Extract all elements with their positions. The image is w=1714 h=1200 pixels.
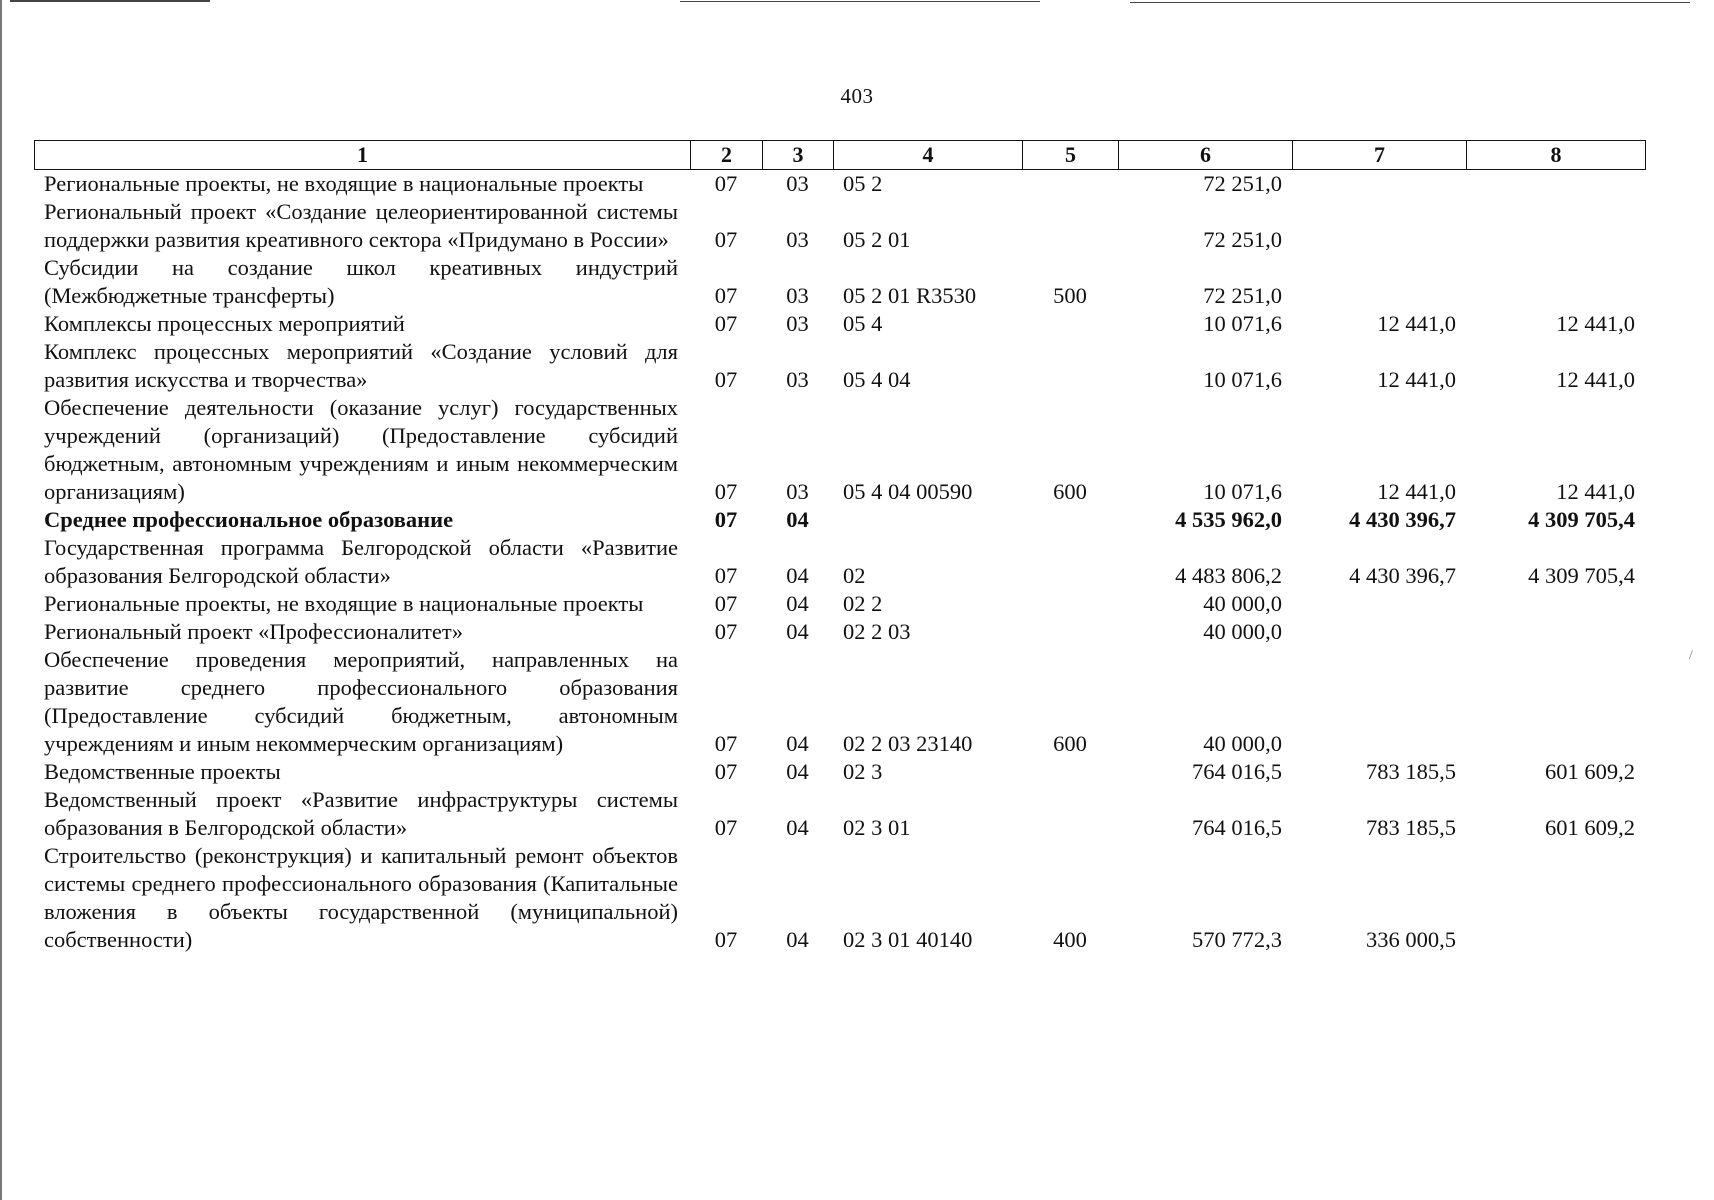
row-expense-type — [1022, 758, 1118, 786]
table-row — [34, 394, 1645, 506]
row-amount-col8 — [1466, 254, 1645, 310]
row-expense-type: 600 — [1053, 479, 1087, 504]
row-amount-col6: 40 000,0 — [1203, 591, 1282, 616]
col-header-2: 2 — [691, 141, 763, 170]
table-row — [34, 646, 1645, 758]
row-expense-type — [1022, 618, 1118, 646]
row-amount-col6: 10 071,6 — [1203, 367, 1282, 392]
row-amount-col7 — [1292, 254, 1466, 310]
row-amount-col6: 4 535 962,0 — [1175, 507, 1282, 532]
table-row — [34, 618, 1645, 646]
page-number: 403 — [840, 84, 874, 108]
row-amount-col7: 4 430 396,7 — [1349, 507, 1456, 532]
table-row — [34, 786, 1645, 842]
row-amount-col6: 10 071,6 — [1203, 479, 1282, 504]
row-amount-col6: 764 016,5 — [1192, 759, 1282, 784]
row-name: Строительство (реконструкция) и капитальный ремонт объектов системы среднего профессионального образования (Капитальные вложения в объекты государственной (муниципальной) собственности) — [44, 843, 678, 952]
col-header-5: 5 — [1023, 141, 1119, 170]
row-amount-col7: 12 441,0 — [1377, 311, 1456, 336]
row-amount-col6: 570 772,3 — [1192, 927, 1282, 952]
row-name: Ведомственный проект «Развитие инфраструктуры системы образования в Белгородской области» — [44, 787, 678, 840]
row-amount-col6: 4 483 806,2 — [1175, 563, 1282, 588]
row-amount-col8: 12 441,0 — [1556, 367, 1635, 392]
row-name: Обеспечение проведения мероприятий, направленных на развитие среднего профессионального образования (Предоставление субсидий бюджетным, автономным учреждениям и иным некоммерческим организациям) — [44, 647, 678, 756]
row-amount-col8 — [1466, 590, 1645, 618]
row-name: Государственная программа Белгородской области «Развитие образования Белгородской области» — [44, 535, 678, 588]
col-header-8: 8 — [1467, 141, 1646, 170]
row-name: Комплекс процессных мероприятий «Создание условий для развития искусства и творчества» — [44, 339, 678, 392]
scan-top-edge — [1130, 2, 1690, 3]
table-row — [34, 338, 1645, 394]
row-section-code: 07 — [714, 367, 738, 392]
row-section-code: 07 — [714, 283, 738, 308]
table-row — [34, 758, 1645, 786]
col-header-1: 1 — [35, 141, 691, 170]
row-expense-type — [1022, 786, 1118, 842]
column-number-header — [34, 140, 1646, 170]
row-subsection-code: 04 — [786, 619, 809, 644]
row-amount-col7 — [1292, 590, 1466, 618]
table-row — [34, 842, 1645, 954]
row-amount-col7 — [1292, 170, 1466, 198]
row-expense-type — [1022, 590, 1118, 618]
col-header-7: 7 — [1293, 141, 1467, 170]
row-amount-col6: 72 251,0 — [1203, 227, 1282, 252]
row-subsection-code: 04 — [786, 927, 809, 952]
row-expense-type — [1022, 506, 1118, 534]
row-target-code: 02 2 03 23140 — [843, 731, 973, 756]
table-row — [34, 198, 1645, 254]
row-subsection-code: 04 — [786, 731, 809, 756]
row-amount-col7 — [1292, 198, 1466, 254]
row-amount-col6: 40 000,0 — [1203, 619, 1282, 644]
scan-left-edge — [0, 0, 2, 1200]
row-name: Региональный проект «Профессионалитет» — [44, 619, 463, 644]
table-row — [34, 506, 1645, 534]
row-amount-col8: 12 441,0 — [1556, 311, 1635, 336]
row-amount-col6: 72 251,0 — [1203, 171, 1282, 196]
row-name: Региональные проекты, не входящие в национальные проекты — [44, 591, 644, 616]
row-subsection-code: 04 — [786, 815, 809, 840]
col-header-6: 6 — [1119, 141, 1293, 170]
row-name: Ведомственные проекты — [44, 759, 281, 784]
row-section-code: 07 — [714, 619, 738, 644]
row-subsection-code: 03 — [786, 367, 809, 392]
row-subsection-code: 03 — [786, 171, 809, 196]
row-target-code: 02 3 — [843, 759, 883, 784]
row-section-code: 07 — [714, 815, 738, 840]
row-amount-col8 — [1466, 198, 1645, 254]
table-row — [34, 170, 1645, 198]
row-amount-col7 — [1292, 646, 1466, 758]
row-amount-col6: 72 251,0 — [1203, 283, 1282, 308]
row-subsection-code: 04 — [786, 759, 809, 784]
row-amount-col7: 783 185,5 — [1366, 759, 1456, 784]
row-amount-col6: 764 016,5 — [1192, 815, 1282, 840]
row-target-code: 05 2 01 R3530 — [843, 283, 977, 308]
col-header-4: 4 — [834, 141, 1023, 170]
scan-top-edge — [10, 0, 210, 2]
scan-top-edge — [680, 1, 1040, 2]
row-name: Субсидии на создание школ креативных индустрий (Межбюджетные трансферты) — [44, 255, 678, 308]
row-amount-col6: 40 000,0 — [1203, 731, 1282, 756]
row-subsection-code: 03 — [786, 311, 809, 336]
row-expense-type — [1022, 310, 1118, 338]
row-subsection-code: 03 — [786, 479, 809, 504]
row-name: Обеспечение деятельности (оказание услуг) государственных учреждений (организаций) (Предоставление субсидий бюджетным, автономным учреждениям и иным некоммерческим организациям) — [44, 395, 678, 504]
table-row — [34, 310, 1645, 338]
row-subsection-code: 04 — [786, 591, 809, 616]
row-amount-col8: 4 309 705,4 — [1528, 563, 1635, 588]
row-target-code: 02 2 03 — [843, 619, 911, 644]
row-amount-col7: 4 430 396,7 — [1349, 563, 1456, 588]
scan-speck: / — [1689, 648, 1693, 663]
row-amount-col8 — [1466, 618, 1645, 646]
row-target-code: 05 4 — [843, 311, 883, 336]
row-amount-col8 — [1466, 646, 1645, 758]
row-section-code: 07 — [714, 479, 738, 504]
row-amount-col6: 10 071,6 — [1203, 311, 1282, 336]
row-target-code: 02 2 — [843, 591, 883, 616]
row-target-code: 05 4 04 — [843, 367, 911, 392]
row-amount-col8: 4 309 705,4 — [1528, 507, 1635, 532]
row-expense-type: 400 — [1053, 927, 1087, 952]
row-subsection-code: 03 — [786, 283, 809, 308]
row-expense-type: 500 — [1053, 283, 1087, 308]
row-expense-type — [1022, 338, 1118, 394]
row-target-code: 02 — [843, 563, 866, 588]
row-section-code: 07 — [714, 591, 738, 616]
row-subsection-code: 04 — [786, 507, 809, 532]
row-section-code: 07 — [714, 927, 738, 952]
row-amount-col8: 12 441,0 — [1556, 479, 1635, 504]
row-amount-col8: 601 609,2 — [1545, 759, 1635, 784]
row-amount-col8: 601 609,2 — [1545, 815, 1635, 840]
row-amount-col7 — [1292, 618, 1466, 646]
row-section-code: 07 — [714, 171, 738, 196]
row-target-code — [833, 506, 1022, 534]
row-expense-type: 600 — [1053, 731, 1087, 756]
row-amount-col8 — [1466, 842, 1645, 954]
row-section-code: 07 — [714, 227, 738, 252]
row-name: Среднее профессиональное образование — [44, 507, 454, 532]
row-name: Комплексы процессных мероприятий — [44, 311, 405, 336]
row-amount-col7: 336 000,5 — [1366, 927, 1456, 952]
row-name: Региональные проекты, не входящие в национальные проекты — [44, 171, 644, 196]
table-row — [34, 590, 1645, 618]
row-section-code: 07 — [714, 563, 738, 588]
row-target-code: 05 4 04 00590 — [843, 479, 973, 504]
row-target-code: 05 2 01 — [843, 227, 911, 252]
row-amount-col7: 783 185,5 — [1366, 815, 1456, 840]
row-expense-type — [1022, 198, 1118, 254]
row-section-code: 07 — [714, 311, 738, 336]
row-subsection-code: 04 — [786, 563, 809, 588]
row-target-code: 02 3 01 — [843, 815, 911, 840]
row-name: Региональный проект «Создание целеориентированной системы поддержки развития креативного сектора «Придумано в России» — [44, 199, 678, 252]
row-target-code: 02 3 01 40140 — [843, 927, 973, 952]
row-section-code: 07 — [714, 731, 738, 756]
row-section-code: 07 — [714, 759, 738, 784]
row-amount-col7: 12 441,0 — [1377, 367, 1456, 392]
row-section-code: 07 — [714, 507, 738, 532]
row-target-code: 05 2 — [843, 171, 883, 196]
table-row — [34, 254, 1645, 310]
row-subsection-code: 03 — [786, 227, 809, 252]
row-amount-col7: 12 441,0 — [1377, 479, 1456, 504]
row-expense-type — [1022, 170, 1118, 198]
table-row — [34, 534, 1645, 590]
budget-table — [34, 170, 1645, 954]
row-amount-col8 — [1466, 170, 1645, 198]
row-expense-type — [1022, 534, 1118, 590]
col-header-3: 3 — [763, 141, 834, 170]
